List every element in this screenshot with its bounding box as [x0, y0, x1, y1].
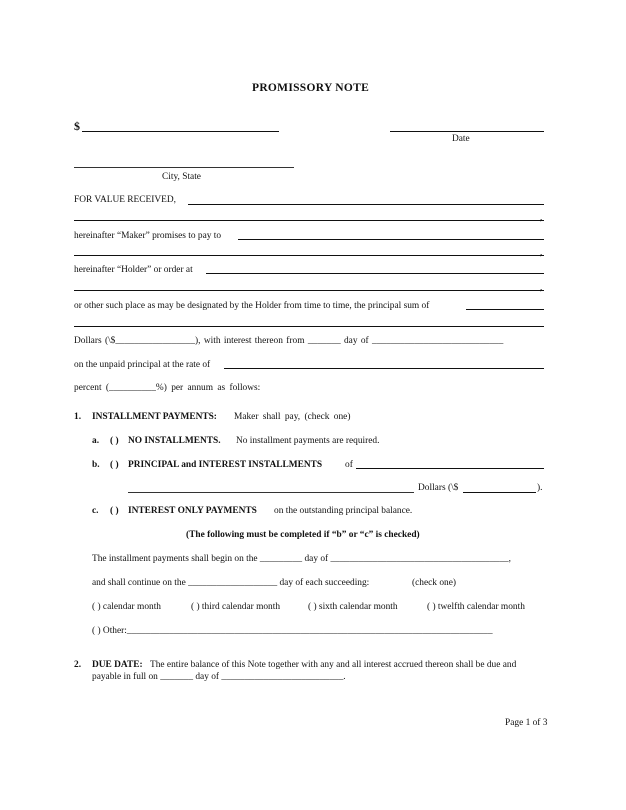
comma: ,: [540, 283, 543, 293]
maker-name-field[interactable]: [188, 204, 544, 205]
comma: ,: [540, 213, 543, 223]
section1-text: Maker shall pay, (check one): [234, 412, 351, 422]
installment-dollars-field[interactable]: [463, 492, 536, 493]
dollar-sign: $: [74, 119, 80, 133]
principal-sum-field-2[interactable]: [74, 326, 544, 327]
installment-amount-field[interactable]: [356, 468, 544, 469]
date-label: Date: [452, 134, 470, 144]
option-b-end: ).: [537, 483, 543, 493]
option-a-text: No installment payments are required.: [236, 436, 380, 446]
option-c-heading: INTEREST ONLY PAYMENTS: [128, 506, 257, 516]
holder-address-field[interactable]: [206, 273, 544, 274]
option-a-heading: NO INSTALLMENTS.: [128, 436, 221, 446]
section1-heading: INSTALLMENT PAYMENTS:: [92, 412, 217, 422]
section1-number: 1.: [74, 412, 82, 422]
period-third-calendar-month[interactable]: ( ) third calendar month: [191, 602, 281, 612]
completion-note: (The following must be completed if “b” or “c” is checked): [186, 530, 420, 540]
period-sixth-calendar-month[interactable]: ( ) sixth calendar month: [308, 602, 398, 612]
option-b-checkbox[interactable]: ( ): [110, 460, 119, 470]
option-a-letter: a.: [92, 436, 100, 446]
holder-address-field-2[interactable]: [74, 290, 544, 291]
principal-sum-field[interactable]: [466, 309, 544, 310]
option-c-letter: c.: [92, 506, 99, 516]
date-field[interactable]: [390, 131, 544, 132]
check-one-label: (check one): [412, 578, 456, 588]
holder-name-field[interactable]: [238, 239, 544, 240]
holder-label: hereinafter “Holder” or order at: [74, 265, 193, 275]
option-c-checkbox[interactable]: ( ): [110, 506, 119, 516]
period-other-line[interactable]: ( ) Other:______________________________________________________________________________: [92, 626, 493, 636]
option-a-checkbox[interactable]: ( ): [110, 436, 119, 446]
section2-number: 2.: [74, 660, 82, 670]
amount-field[interactable]: [82, 131, 279, 132]
section2-heading: DUE DATE:: [92, 660, 143, 670]
rate-label: on the unpaid principal at the rate of: [74, 360, 211, 370]
option-c-text: on the outstanding principal balance.: [274, 506, 413, 516]
option-b-heading: PRINCIPAL and INTEREST INSTALLMENTS: [128, 460, 323, 470]
continue-line[interactable]: and shall continue on the ___________________ day of each succeeding:: [92, 578, 370, 588]
document-title: PROMISSORY NOTE: [252, 82, 370, 94]
for-value-received-label: FOR VALUE RECEIVED,: [74, 195, 177, 205]
maker-label: hereinafter “Maker” promises to pay to: [74, 231, 222, 241]
installment-amount-words-field[interactable]: [128, 492, 414, 493]
percent-line[interactable]: percent (__________%) per annum as follows:: [74, 383, 261, 393]
period-calendar-month[interactable]: ( ) calendar month: [92, 602, 161, 612]
dollars-interest-line[interactable]: Dollars (\$_________________), with interest thereon from _______ day of ____________________________: [74, 336, 504, 346]
holder-name-field-2[interactable]: [74, 255, 544, 256]
comma: ,: [540, 248, 543, 258]
option-b-letter: b.: [92, 460, 100, 470]
option-b-of: of: [345, 460, 353, 470]
section2-text: The entire balance of this Note together with any and all interest accrued thereon shall be due and: [150, 660, 517, 670]
rate-field[interactable]: [224, 368, 544, 369]
section2-text-2[interactable]: payable in full on _______ day of __________________________.: [92, 672, 346, 682]
option-b-dollars-label: Dollars (\$: [418, 483, 459, 493]
period-twelfth-calendar-month[interactable]: ( ) twelfth calendar month: [427, 602, 525, 612]
page-number: Page 1 of 3: [505, 718, 548, 728]
principal-sum-label: or other such place as may be designated by the Holder from time to time, the principal sum of: [74, 301, 430, 311]
maker-name-field-2[interactable]: [74, 220, 544, 221]
city-state-field[interactable]: [74, 167, 294, 168]
city-state-label: City, State: [162, 172, 201, 182]
begin-date-line[interactable]: The installment payments shall begin on the _________ day of ______________________________________,: [92, 554, 511, 564]
